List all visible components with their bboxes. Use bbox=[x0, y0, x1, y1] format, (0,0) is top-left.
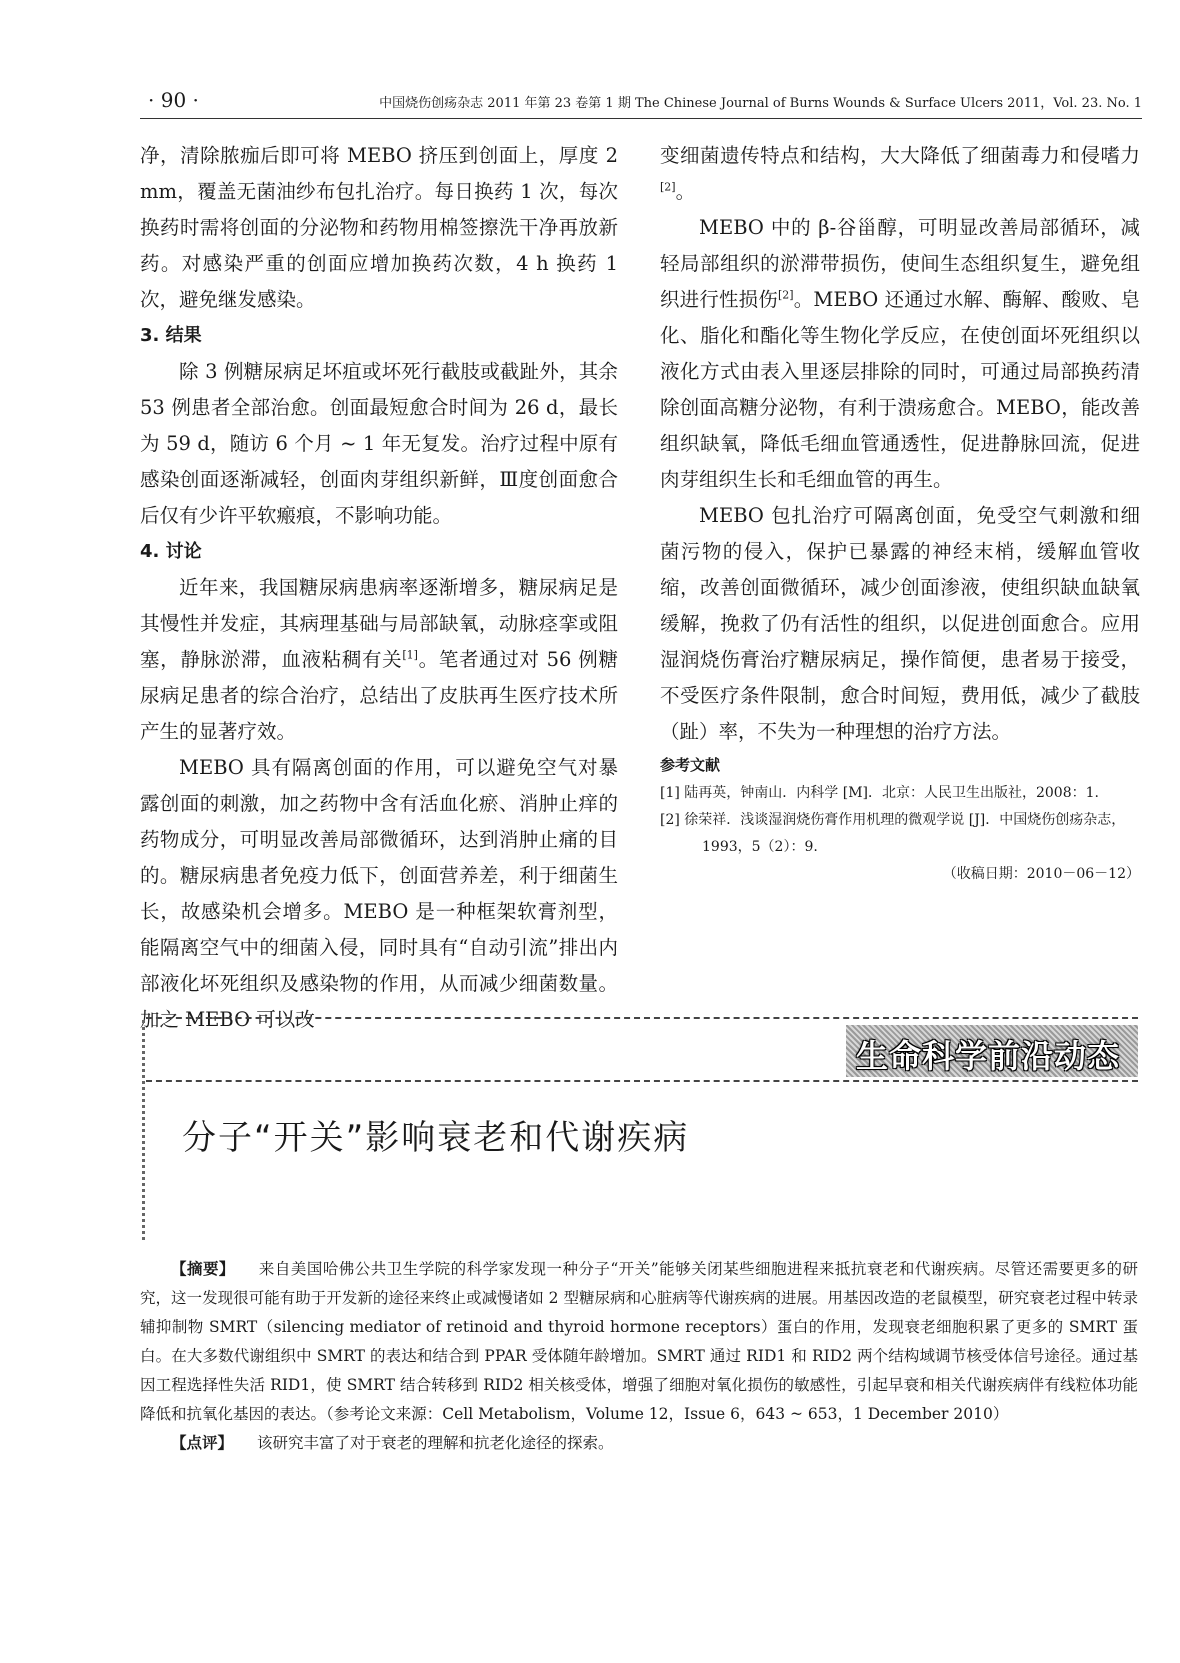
abstract-text: 来自美国哈佛公共卫生学院的科学家发现一种分子“开关”能够关闭某些细胞进程来抵抗衰老和代谢疾病。尽管还需要更多的研究，这一发现很可能有助于开发新的途径来终止或减慢诸如 2 型糖尿病和心脏病等代谢疾病的进展。用基因改造的老鼠模型，研究衰老过程中转录辅抑制物 SMRT（silencing mediator of retinoid and thyroid hormone receptors）蛋白的作用，发现衰老细胞积累了更多的 SMRT 蛋白。在大多数代谢组织中 SMRT 的表达和结合到 PPAR 受体随年龄增加。SMRT 通过 RID1 和 RID2 两个结构域调节核受体信号途径。通过基因工程选择性失活 RID1，使 SMRT 结合转移到 RID2 相关核受体，增强了细胞对氧化损伤的敏感性，引起早衰和相关代谢疾病伴有线粒体功能降低和抗氧化基因的表达。（参考论文来源：Cell Metabolism，Volume 12，Issue 6，643 ~ 653，1 December 2010） bbox=[140, 1260, 1138, 1423]
paragraph: MEBO 包扎治疗可隔离创面，免受空气刺激和细菌污物的侵入，保护已暴露的神经末梢，缓解血管收缩，改善创面微循环，减少创面渗液，使组织缺血缺氧缓解，挽救了仍有活性的组织，以促进创面愈合。应用湿润烧伤膏治疗糖尿病足，操作简便，患者易于接受，不受医疗条件限制，愈合时间短，费用低，减少了截肢（趾）率，不失为一种理想的治疗方法。 bbox=[660, 504, 1140, 743]
comment-text: 该研究丰富了对于衰老的理解和抗老化途径的探索。 bbox=[257, 1434, 614, 1452]
paragraph bbox=[660, 138, 1140, 210]
text-run: 。 bbox=[675, 180, 696, 203]
paragraph bbox=[140, 570, 618, 750]
citation: [2] bbox=[777, 288, 794, 302]
right-column bbox=[660, 138, 1140, 887]
section-divider bbox=[146, 1080, 1138, 1082]
received-date: （收稿日期：2010－06－12） bbox=[942, 866, 1140, 882]
article-title: 分子“开关”影响衰老和代谢疾病 bbox=[182, 1118, 690, 1158]
paragraph: MEBO 具有隔离创面的作用，可以避免空气对暴露创面的刺激，加之药物中含有活血化瘀、消肿止痒的药物成分，可明显改善局部微循环，达到消肿止痛的目的。糖尿病患者免疫力低下，创面营养差，利于细菌生长，故感染机会增多。MEBO 是一种框架软膏剂型，能隔离空气中的细菌入侵，同时具有“自动引流”排出内部液化坏死组织及感染物的作用，从而减少细菌数量。加之 MEBO 可以改 bbox=[140, 756, 618, 1031]
comment-label: 【点评】 bbox=[171, 1434, 234, 1452]
left-column bbox=[140, 138, 618, 1038]
side-decoration bbox=[142, 1020, 149, 1240]
page-number: · 90 · bbox=[148, 88, 199, 112]
abstract-block bbox=[140, 1255, 1138, 1458]
abstract-paragraph bbox=[140, 1255, 1138, 1429]
paragraph bbox=[660, 210, 1140, 498]
section-heading-discussion: 4. 讨论 bbox=[140, 541, 202, 562]
text-run: 。MEBO 还通过水解、酶解、酸败、皂化、脂化和酯化等生物化学反应，在使创面坏死组织以液化方式由表入里逐层排除的同时，可通过局部换药清除创面高糖分泌物，有利于溃疡愈合。MEBO，能改善组织缺氧，降低毛细血管通透性，促进静脉回流，促进肉芽组织生长和毛细血管的再生。 bbox=[660, 288, 1140, 491]
reference-item: [1] 陆再英，钟南山．内科学 [M]．北京：人民卫生出版社，2008：1. bbox=[660, 785, 1099, 801]
paragraph: 净，清除脓痂后即可将 MEBO 挤压到创面上，厚度 2 mm，覆盖无菌油纱布包扎治疗。每日换药 1 次，每次换药时需将创面的分泌物和药物用棉签擦洗干净再放新药。对感染严重的创面应增加换药次数，4 h 换药 1 次，避免继发感染。 bbox=[140, 144, 618, 311]
reference-item: [2] 徐荣祥．浅谈湿润烧伤膏作用机理的微观学说 [J]．中国烧伤创疡杂志，1993，5（2）：9. bbox=[660, 812, 1126, 855]
header-rule bbox=[140, 118, 1142, 119]
text-run: MEBO 中的 β-谷甾醇，可明显改善局部循环，减轻局部组织的淤滞带损伤，使间生态组织复生，避免组织进行性损伤 bbox=[660, 216, 1140, 311]
references-heading: 参考文献 bbox=[660, 756, 721, 774]
citation: [1] bbox=[402, 648, 418, 662]
abstract-label: 【摘要】 bbox=[171, 1260, 235, 1278]
banner-label: 生命科学前沿动态 bbox=[855, 1037, 1120, 1075]
section-divider bbox=[146, 1017, 1138, 1019]
journal-running-head: 中国烧伤创疡杂志 2011 年第 23 卷第 1 期 The Chinese Journal of Burns Wounds & Surface Ulcers 2011，Vol. 23. No. 1 bbox=[379, 96, 1142, 111]
section-banner bbox=[846, 1025, 1138, 1077]
section-heading-results: 3. 结果 bbox=[140, 325, 202, 346]
paragraph: 除 3 例糖尿病足坏疽或坏死行截肢或截趾外，其余 53 例患者全部治愈。创面最短愈合时间为 26 d，最长为 59 d，随访 6 个月 ~ 1 年无复发。治疗过程中原有感染创面逐渐减轻，创面肉芽组织新鲜，Ⅲ度创面愈合后仅有少许平软瘢痕，不影响功能。 bbox=[140, 360, 618, 527]
comment-paragraph bbox=[140, 1429, 1138, 1458]
text-run: 变细菌遗传特点和结构，大大降低了细菌毒力和侵嗜力 bbox=[660, 144, 1140, 167]
text-run: 近年来，我国糖尿病患病率逐渐增多，糖尿病足是其慢性并发症，其病理基础与局部缺氧，动脉痉挛或阻塞，静脉淤滞，血液粘稠有关 bbox=[140, 576, 618, 671]
text-run: 。笔者通过对 56 例糖尿病足患者的综合治疗，总结出了皮肤再生医疗技术所产生的显著疗效。 bbox=[140, 648, 618, 743]
page-header bbox=[0, 88, 1180, 118]
citation: [2] bbox=[660, 180, 676, 194]
